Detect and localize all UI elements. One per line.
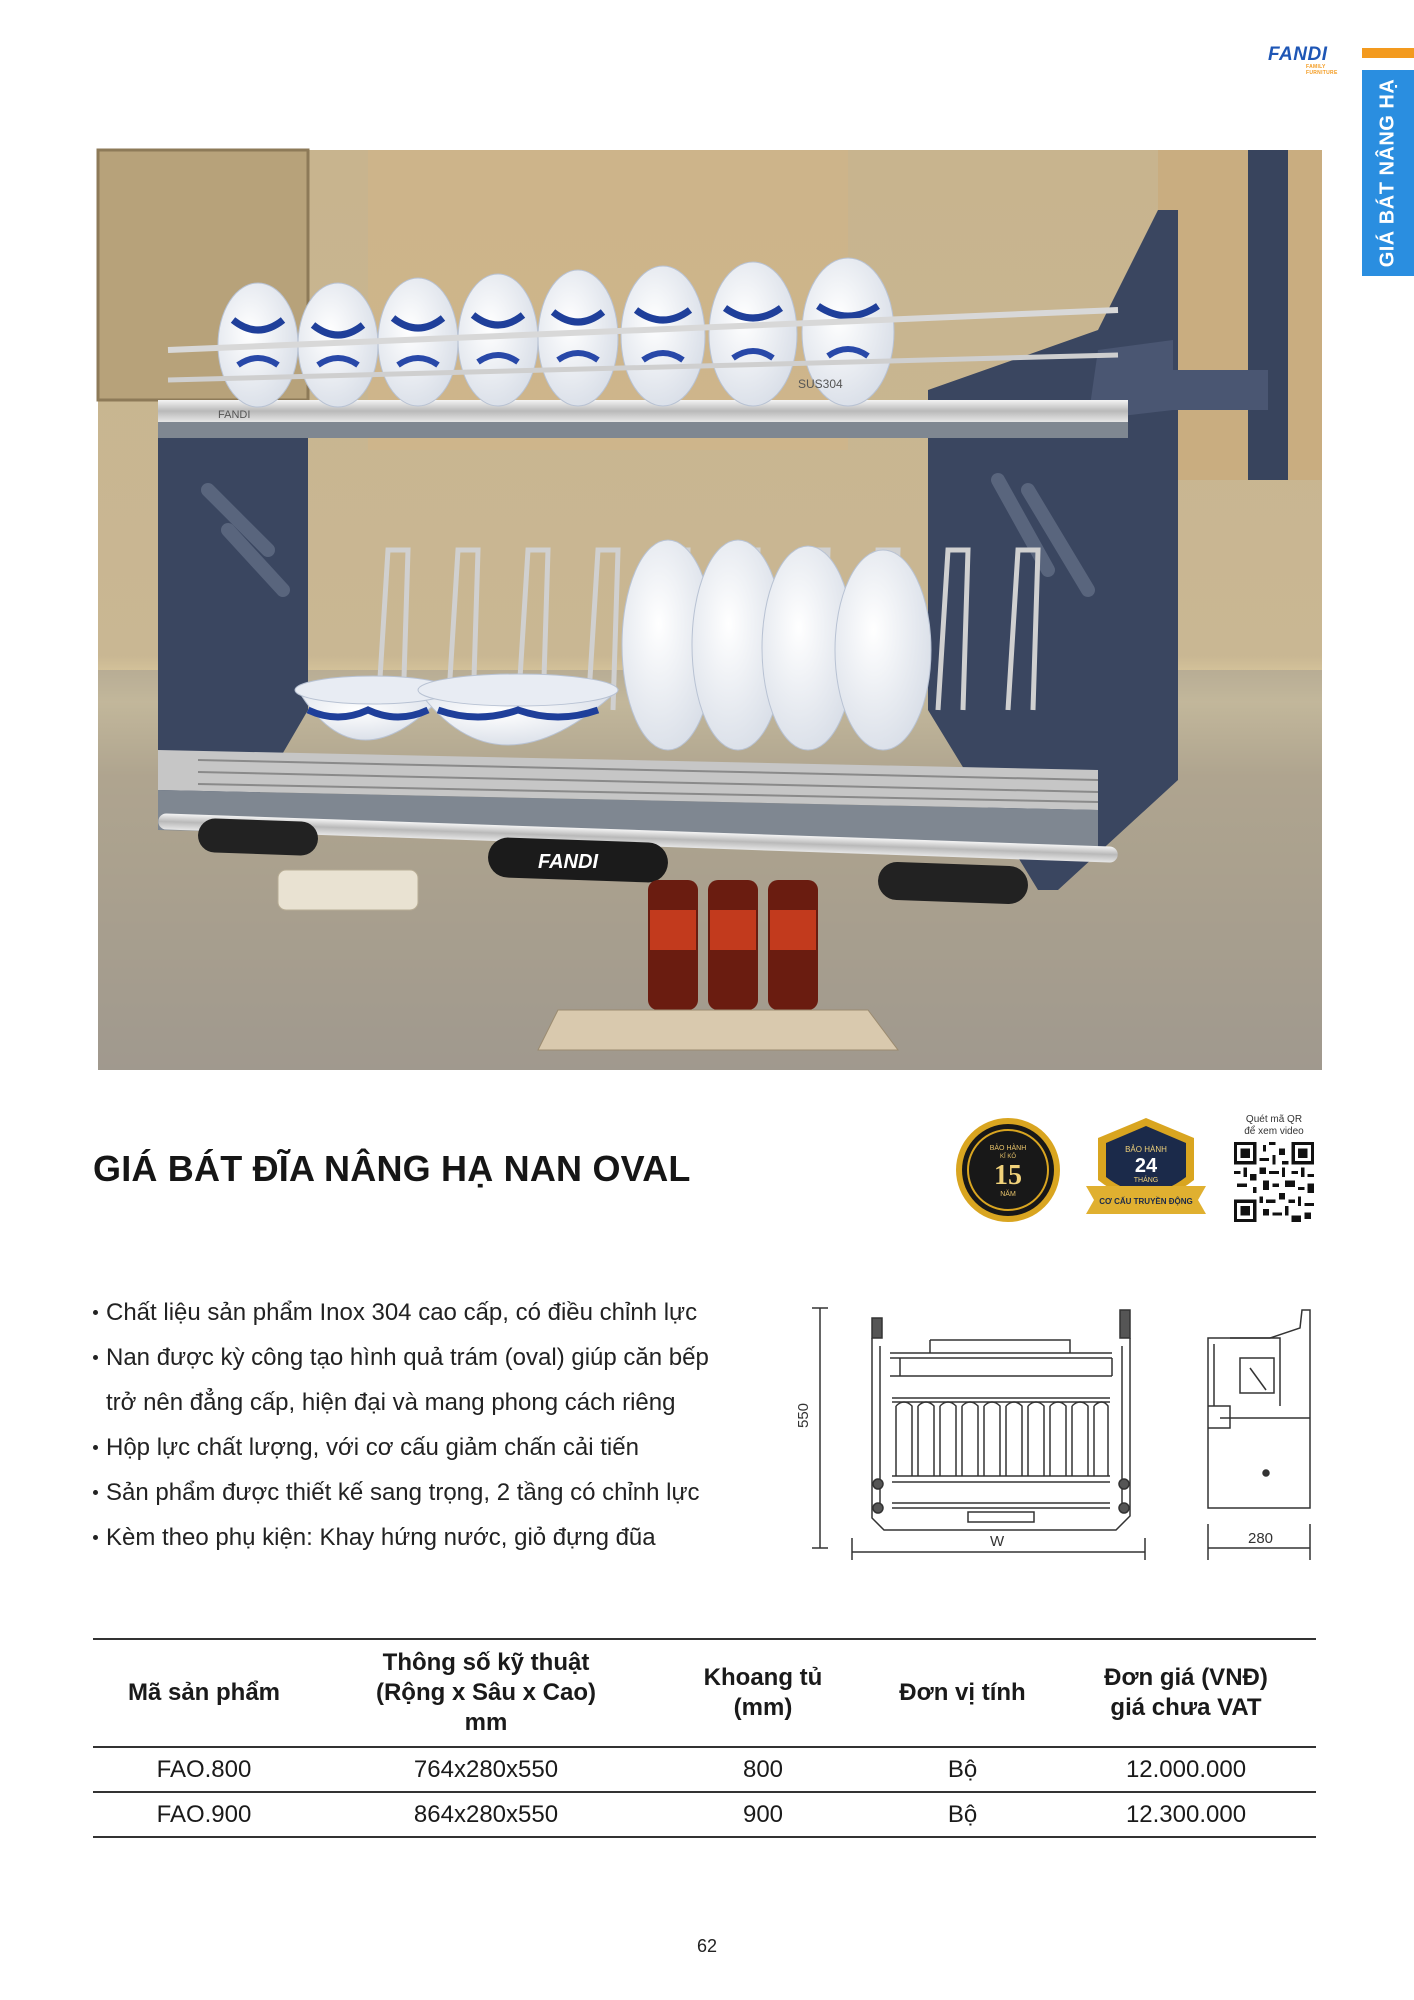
- product-photo: [98, 150, 1322, 1070]
- warranty-24-unit: THÁNG: [1133, 1177, 1159, 1184]
- warranty-24-number: 24: [1134, 1155, 1158, 1177]
- brand-logo-text: FANDI: [1268, 44, 1328, 65]
- header-spec: Thông số kỹ thuật (Rộng x Sâu x Cao) mm: [315, 1639, 657, 1747]
- table-header-row: [93, 1639, 1316, 1747]
- warranty-24-ribbon: CƠ CẤU TRUYỀN ĐỘNG: [1099, 1197, 1193, 1206]
- warranty-15-unit: NĂM: [1000, 1191, 1016, 1198]
- brand-logo-sub: FAMILY FURNITURE: [1306, 64, 1338, 76]
- warranty-15-top: BẢO HÀNH: [989, 1145, 1027, 1152]
- warranty-15-number: 15: [994, 1160, 1022, 1191]
- spec-table: [93, 1638, 1316, 1838]
- rack-stamp-top: SUS304: [798, 377, 843, 391]
- product-title: GIÁ BÁT ĐĨA NÂNG HẠ NAN OVAL: [93, 1148, 691, 1189]
- qr-caption-1: Quét mã QR: [1245, 1114, 1303, 1125]
- warranty-24-badge: [1082, 1114, 1210, 1226]
- cell-unit: Bộ: [869, 1792, 1056, 1837]
- header-price: Đơn giá (VNĐ) giá chưa VAT: [1056, 1639, 1316, 1747]
- qr-code[interactable]: [1234, 1142, 1314, 1222]
- cell-spec: 864x280x550: [315, 1792, 657, 1837]
- page-number: 62: [696, 1936, 718, 1956]
- drawing-width-label: W: [990, 1533, 1005, 1550]
- brand-logo-bar: [1362, 48, 1414, 58]
- feature-item: Nan được kỳ công tạo hình quả trám (oval) giúp căn bếp: [93, 1335, 813, 1380]
- cell-price: 12.300.000: [1056, 1792, 1316, 1837]
- feature-list: [93, 1290, 813, 1560]
- technical-drawing-front: [795, 1298, 1160, 1560]
- table-row: [93, 1792, 1316, 1837]
- cell-unit: Bộ: [869, 1747, 1056, 1792]
- feature-item: Kèm theo phụ kiện: Khay hứng nước, giỏ đựng đũa: [93, 1515, 813, 1560]
- cell-price: 12.000.000: [1056, 1747, 1316, 1792]
- feature-item: Hộp lực chất lượng, với cơ cấu giảm chấn cải tiến: [93, 1425, 813, 1470]
- rack-stamp-left: FANDI: [218, 409, 251, 421]
- warranty-15-sub: KỈ KÔ: [999, 1154, 1017, 1160]
- warranty-24-top: BẢO HÀNH: [1125, 1145, 1167, 1154]
- table-row: [93, 1747, 1316, 1792]
- header-unit: Đơn vị tính: [869, 1639, 1056, 1747]
- cell-cabinet: 900: [657, 1792, 869, 1837]
- qr-caption-2: để xem video: [1244, 1126, 1304, 1137]
- brand-logo: [1268, 44, 1358, 76]
- feature-item-continued: trở nên đẳng cấp, hiện đại và mang phong cách riêng: [106, 1389, 676, 1416]
- feature-item: Chất liệu sản phẩm Inox 304 cao cấp, có điều chỉnh lực: [93, 1290, 813, 1335]
- drawing-height-label: 550: [795, 1402, 812, 1428]
- drawing-depth-label: 280: [1248, 1530, 1274, 1547]
- section-side-tab-label: GIÁ BÁT NÂNG HẠ: [1376, 78, 1399, 268]
- warranty-15-badge: [954, 1116, 1062, 1224]
- header-code: Mã sản phẩm: [93, 1639, 315, 1747]
- cell-spec: 764x280x550: [315, 1747, 657, 1792]
- feature-item: Sản phẩm được thiết kế sang trọng, 2 tầng có chỉnh lực: [93, 1470, 813, 1515]
- handle-logo: FANDI: [538, 851, 598, 873]
- technical-drawing-side: [1200, 1298, 1320, 1560]
- qr-block: [1232, 1114, 1316, 1222]
- cell-cabinet: 800: [657, 1747, 869, 1792]
- section-side-tab: [1362, 70, 1414, 276]
- cell-code: FAO.900: [93, 1792, 315, 1837]
- header-cabinet: Khoang tủ (mm): [657, 1639, 869, 1747]
- cell-code: FAO.800: [93, 1747, 315, 1792]
